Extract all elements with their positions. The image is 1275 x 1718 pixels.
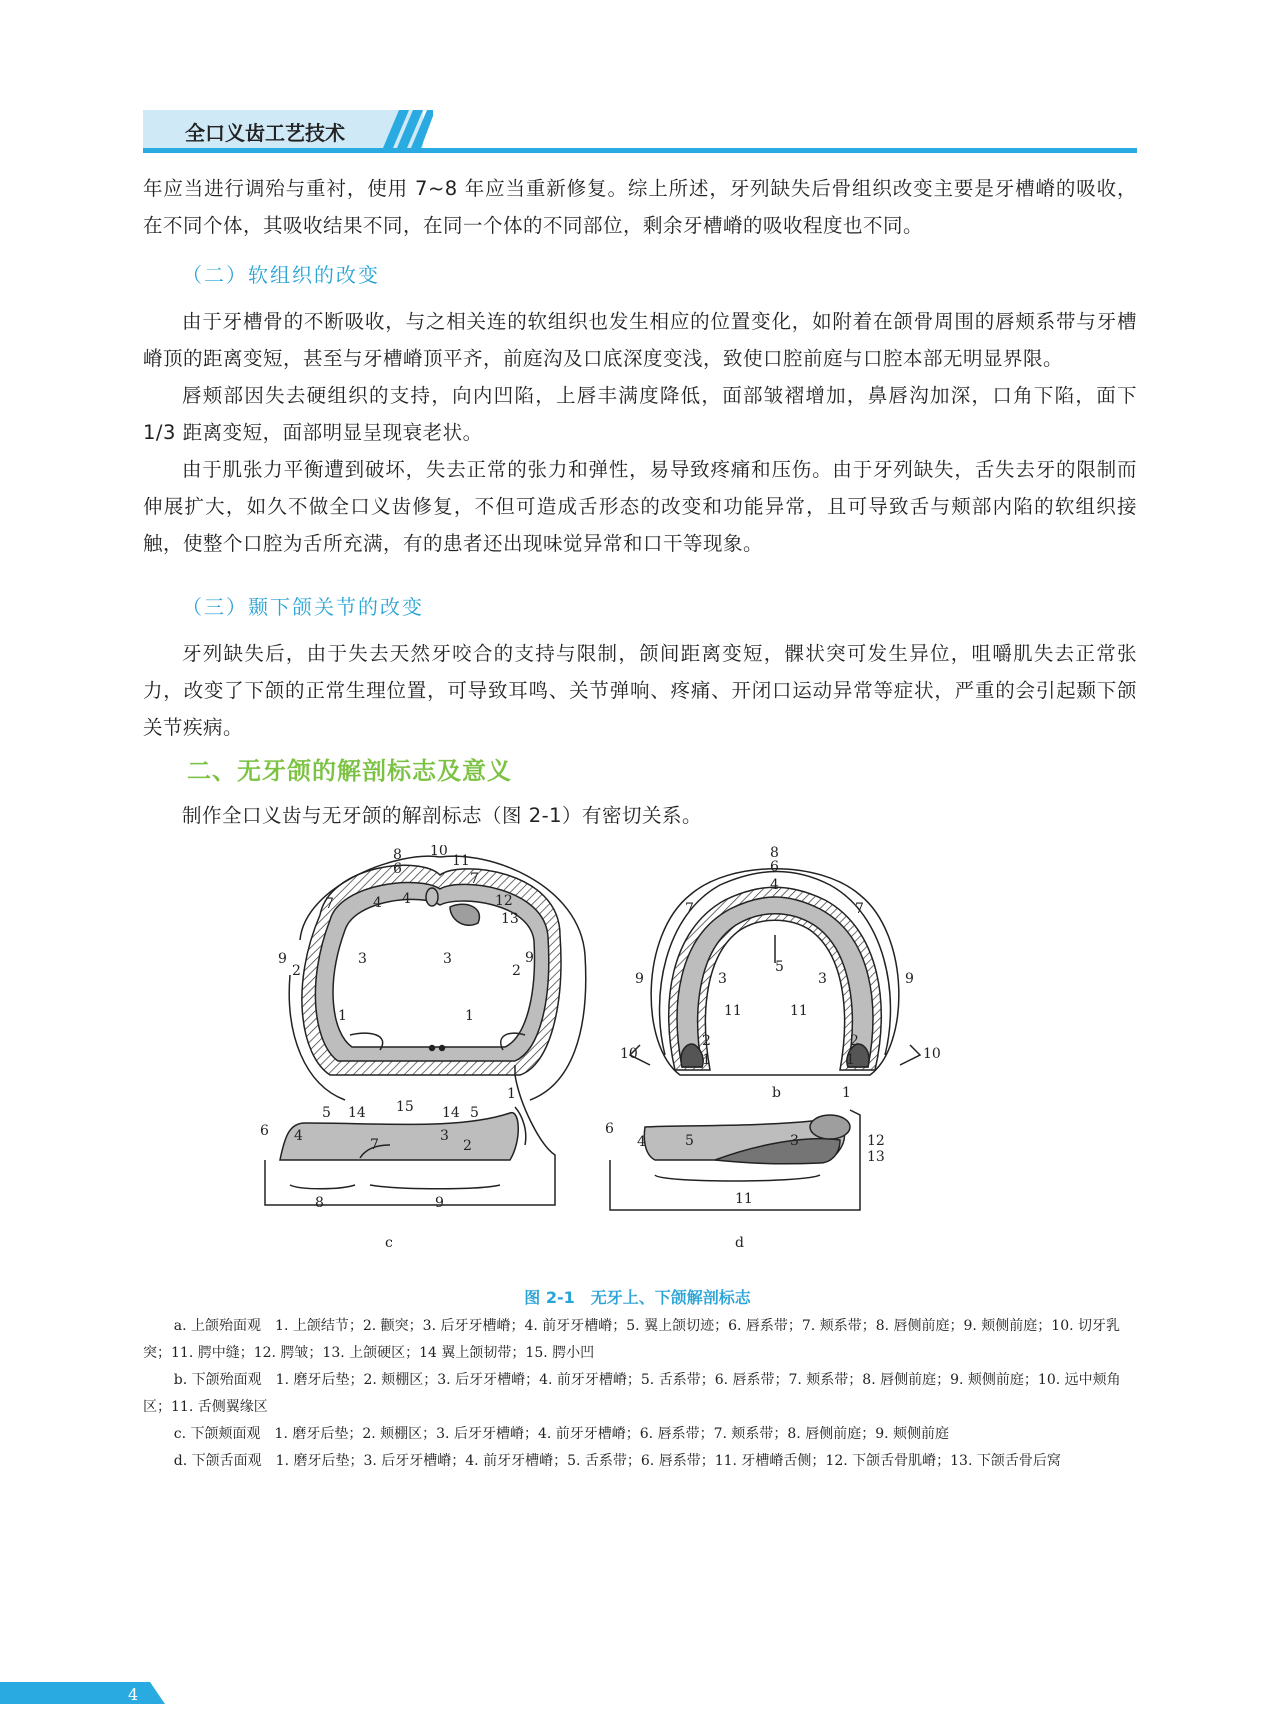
svg-text:2: 2 xyxy=(463,1138,472,1154)
panel-c-mandible-buccal xyxy=(260,1065,555,1251)
svg-text:6: 6 xyxy=(770,859,779,875)
svg-text:2: 2 xyxy=(850,1033,859,1049)
legend-item: c. 下颌颊面观 1. 磨牙后垫；2. 颊棚区；3. 后牙牙槽嵴；4. 前牙牙槽嵴；6. 唇系带；7. 颊系带；8. 唇侧前庭；9. 颊侧前庭 xyxy=(173,1426,949,1442)
subheading-tmj: （三）颞下颌关节的改变 xyxy=(182,595,424,619)
svg-text:7: 7 xyxy=(685,901,694,917)
svg-text:3: 3 xyxy=(818,971,827,987)
paragraph-text: 由于肌张力平衡遭到破坏，失去正常的张力和弹性，易导致疼痛和压伤。由于牙列缺失，舌失去牙的限制而伸展扩大，如久不做全口义齿修复，不但可造成舌形态的改变和功能异常，且可导致舌与颊部内陷的软组织接触，使整个口腔为舌所充满，有的患者还出现味觉异常和口干等现象。 xyxy=(143,458,1137,555)
svg-text:12: 12 xyxy=(495,893,513,909)
svg-text:1: 1 xyxy=(465,1008,474,1024)
svg-text:7: 7 xyxy=(370,1137,379,1153)
paragraph-block-2 xyxy=(143,303,1137,562)
svg-text:8: 8 xyxy=(770,845,779,861)
panel-b-mandible-occlusal xyxy=(620,845,941,1101)
paragraph-block-3 xyxy=(143,635,1137,746)
svg-text:11: 11 xyxy=(452,853,470,869)
header-title: 全口义齿工艺技术 xyxy=(185,121,345,145)
svg-text:c: c xyxy=(385,1235,393,1251)
svg-text:11: 11 xyxy=(790,1003,808,1019)
svg-text:b: b xyxy=(772,1085,781,1101)
svg-text:4: 4 xyxy=(637,1134,646,1150)
svg-text:8: 8 xyxy=(315,1195,324,1211)
svg-text:4: 4 xyxy=(294,1128,303,1144)
svg-text:6: 6 xyxy=(393,861,402,877)
svg-text:5: 5 xyxy=(322,1105,331,1121)
svg-text:13: 13 xyxy=(867,1149,885,1165)
svg-text:d: d xyxy=(735,1235,744,1251)
svg-text:9: 9 xyxy=(635,971,644,987)
svg-text:1: 1 xyxy=(507,1086,516,1102)
svg-text:13: 13 xyxy=(501,911,519,927)
svg-text:9: 9 xyxy=(905,971,914,987)
svg-text:2: 2 xyxy=(512,963,521,979)
svg-text:10: 10 xyxy=(620,1046,638,1062)
svg-text:11: 11 xyxy=(735,1191,753,1207)
svg-text:3: 3 xyxy=(443,951,452,967)
svg-text:4: 4 xyxy=(402,891,411,907)
svg-text:11: 11 xyxy=(724,1003,742,1019)
svg-text:10: 10 xyxy=(430,845,448,859)
svg-text:3: 3 xyxy=(440,1128,449,1144)
paragraph-text: 制作全口义齿与无牙颌的解剖标志（图 2-1）有密切关系。 xyxy=(182,804,703,827)
svg-text:5: 5 xyxy=(685,1133,694,1149)
paragraph-block-4 xyxy=(143,797,1137,834)
svg-text:1: 1 xyxy=(842,1085,851,1101)
figure-caption: 图 2-1 无牙上、下颌解剖标志 xyxy=(524,1288,751,1307)
svg-text:8: 8 xyxy=(393,847,402,863)
svg-text:9: 9 xyxy=(525,950,534,966)
page-number-tab xyxy=(0,1682,170,1708)
header-stripes xyxy=(373,110,433,148)
svg-text:3: 3 xyxy=(718,971,727,987)
legend-item: d. 下颌舌面观 1. 磨牙后垫；3. 后牙牙槽嵴；4. 前牙牙槽嵴；5. 舌系带；6. 唇系带；11. 牙槽嵴舌侧；12. 下颌舌骨肌嵴；13. 下颌舌骨后窝 xyxy=(173,1453,1061,1469)
svg-text:9: 9 xyxy=(278,951,287,967)
svg-text:7: 7 xyxy=(325,896,334,912)
paragraph-text: 牙列缺失后，由于失去天然牙咬合的支持与限制，颌间距离变短，髁状突可发生异位，咀嚼肌失去正常张力，改变了下颌的正常生理位置，可导致耳鸣、关节弹响、疼痛、开闭口运动异常等症状，严重的会引起颞下颌关节疾病。 xyxy=(143,642,1137,739)
svg-text:7: 7 xyxy=(855,901,864,917)
svg-text:4: 4 xyxy=(373,895,382,911)
legend-item: b. 下颌殆面观 1. 磨牙后垫；2. 颊棚区；3. 后牙牙槽嵴；4. 前牙牙槽嵴；5. 舌系带；6. 唇系带；7. 颊系带；8. 唇侧前庭；9. 颊侧前庭；10. 远中颊角区；11. 舌侧翼缘区 xyxy=(143,1372,1121,1415)
subheading-soft-tissue: （二）软组织的改变 xyxy=(182,263,380,287)
panel-d-mandible-lingual xyxy=(605,1085,885,1251)
section-heading: 二、无牙颌的解剖标志及意义 xyxy=(187,757,512,785)
panel-a-maxilla-occlusal xyxy=(278,845,586,1142)
svg-text:14: 14 xyxy=(348,1105,366,1121)
svg-text:1: 1 xyxy=(338,1008,347,1024)
svg-text:3: 3 xyxy=(790,1133,799,1149)
figure-legend xyxy=(143,1313,1137,1475)
svg-text:4: 4 xyxy=(770,877,779,893)
svg-text:6: 6 xyxy=(605,1121,614,1137)
svg-text:2: 2 xyxy=(702,1033,711,1049)
svg-text:15: 15 xyxy=(396,1099,414,1115)
svg-text:5: 5 xyxy=(775,959,784,975)
paragraph-1 xyxy=(143,170,1137,244)
svg-text:1: 1 xyxy=(702,1052,711,1068)
svg-text:5: 5 xyxy=(470,1105,479,1121)
anatomy-figure xyxy=(260,845,1020,1275)
paragraph-text: 年应当进行调殆与重衬，使用 7~8 年应当重新修复。综上所述，牙列缺失后骨组织改变主要是牙槽嵴的吸收，在不同个体，其吸收结果不同，在同一个体的不同部位，剩余牙槽嵴的吸收程度也不同。 xyxy=(143,177,1137,237)
legend-item: a. 上颌殆面观 1. 上颌结节；2. 颧突；3. 后牙牙槽嵴；4. 前牙牙槽嵴；5. 翼上颌切迹；6. 唇系带；7. 颊系带；8. 唇侧前庭；9. 颊侧前庭；10. 切牙乳突；11. 腭中缝；12. 腭皱；13. 上颌硬区；14 翼上颌韧带；15. 腭小凹 xyxy=(143,1318,1121,1361)
svg-text:6: 6 xyxy=(260,1123,269,1139)
svg-text:9: 9 xyxy=(435,1195,444,1211)
svg-text:3: 3 xyxy=(358,951,367,967)
svg-text:7: 7 xyxy=(470,871,479,887)
paragraph-text: 唇颊部因失去硬组织的支持，向内凹陷，上唇丰满度降低，面部皱褶增加，鼻唇沟加深，口角下陷，面下 1/3 距离变短，面部明显呈现衰老状。 xyxy=(143,384,1137,444)
svg-text:1: 1 xyxy=(846,1052,855,1068)
page-number: 4 xyxy=(128,1685,139,1704)
paragraph-text: 由于牙槽骨的不断吸收，与之相关连的软组织也发生相应的位置变化，如附着在颌骨周围的唇颊系带与牙槽嵴顶的距离变短，甚至与牙槽嵴顶平齐，前庭沟及口底深度变浅，致使口腔前庭与口腔本部无明显界限。 xyxy=(143,310,1137,370)
svg-text:12: 12 xyxy=(867,1133,885,1149)
svg-text:14: 14 xyxy=(442,1105,460,1121)
svg-text:10: 10 xyxy=(923,1046,941,1062)
header-rule xyxy=(143,148,1137,153)
svg-text:2: 2 xyxy=(292,963,301,979)
running-header xyxy=(143,110,1137,152)
